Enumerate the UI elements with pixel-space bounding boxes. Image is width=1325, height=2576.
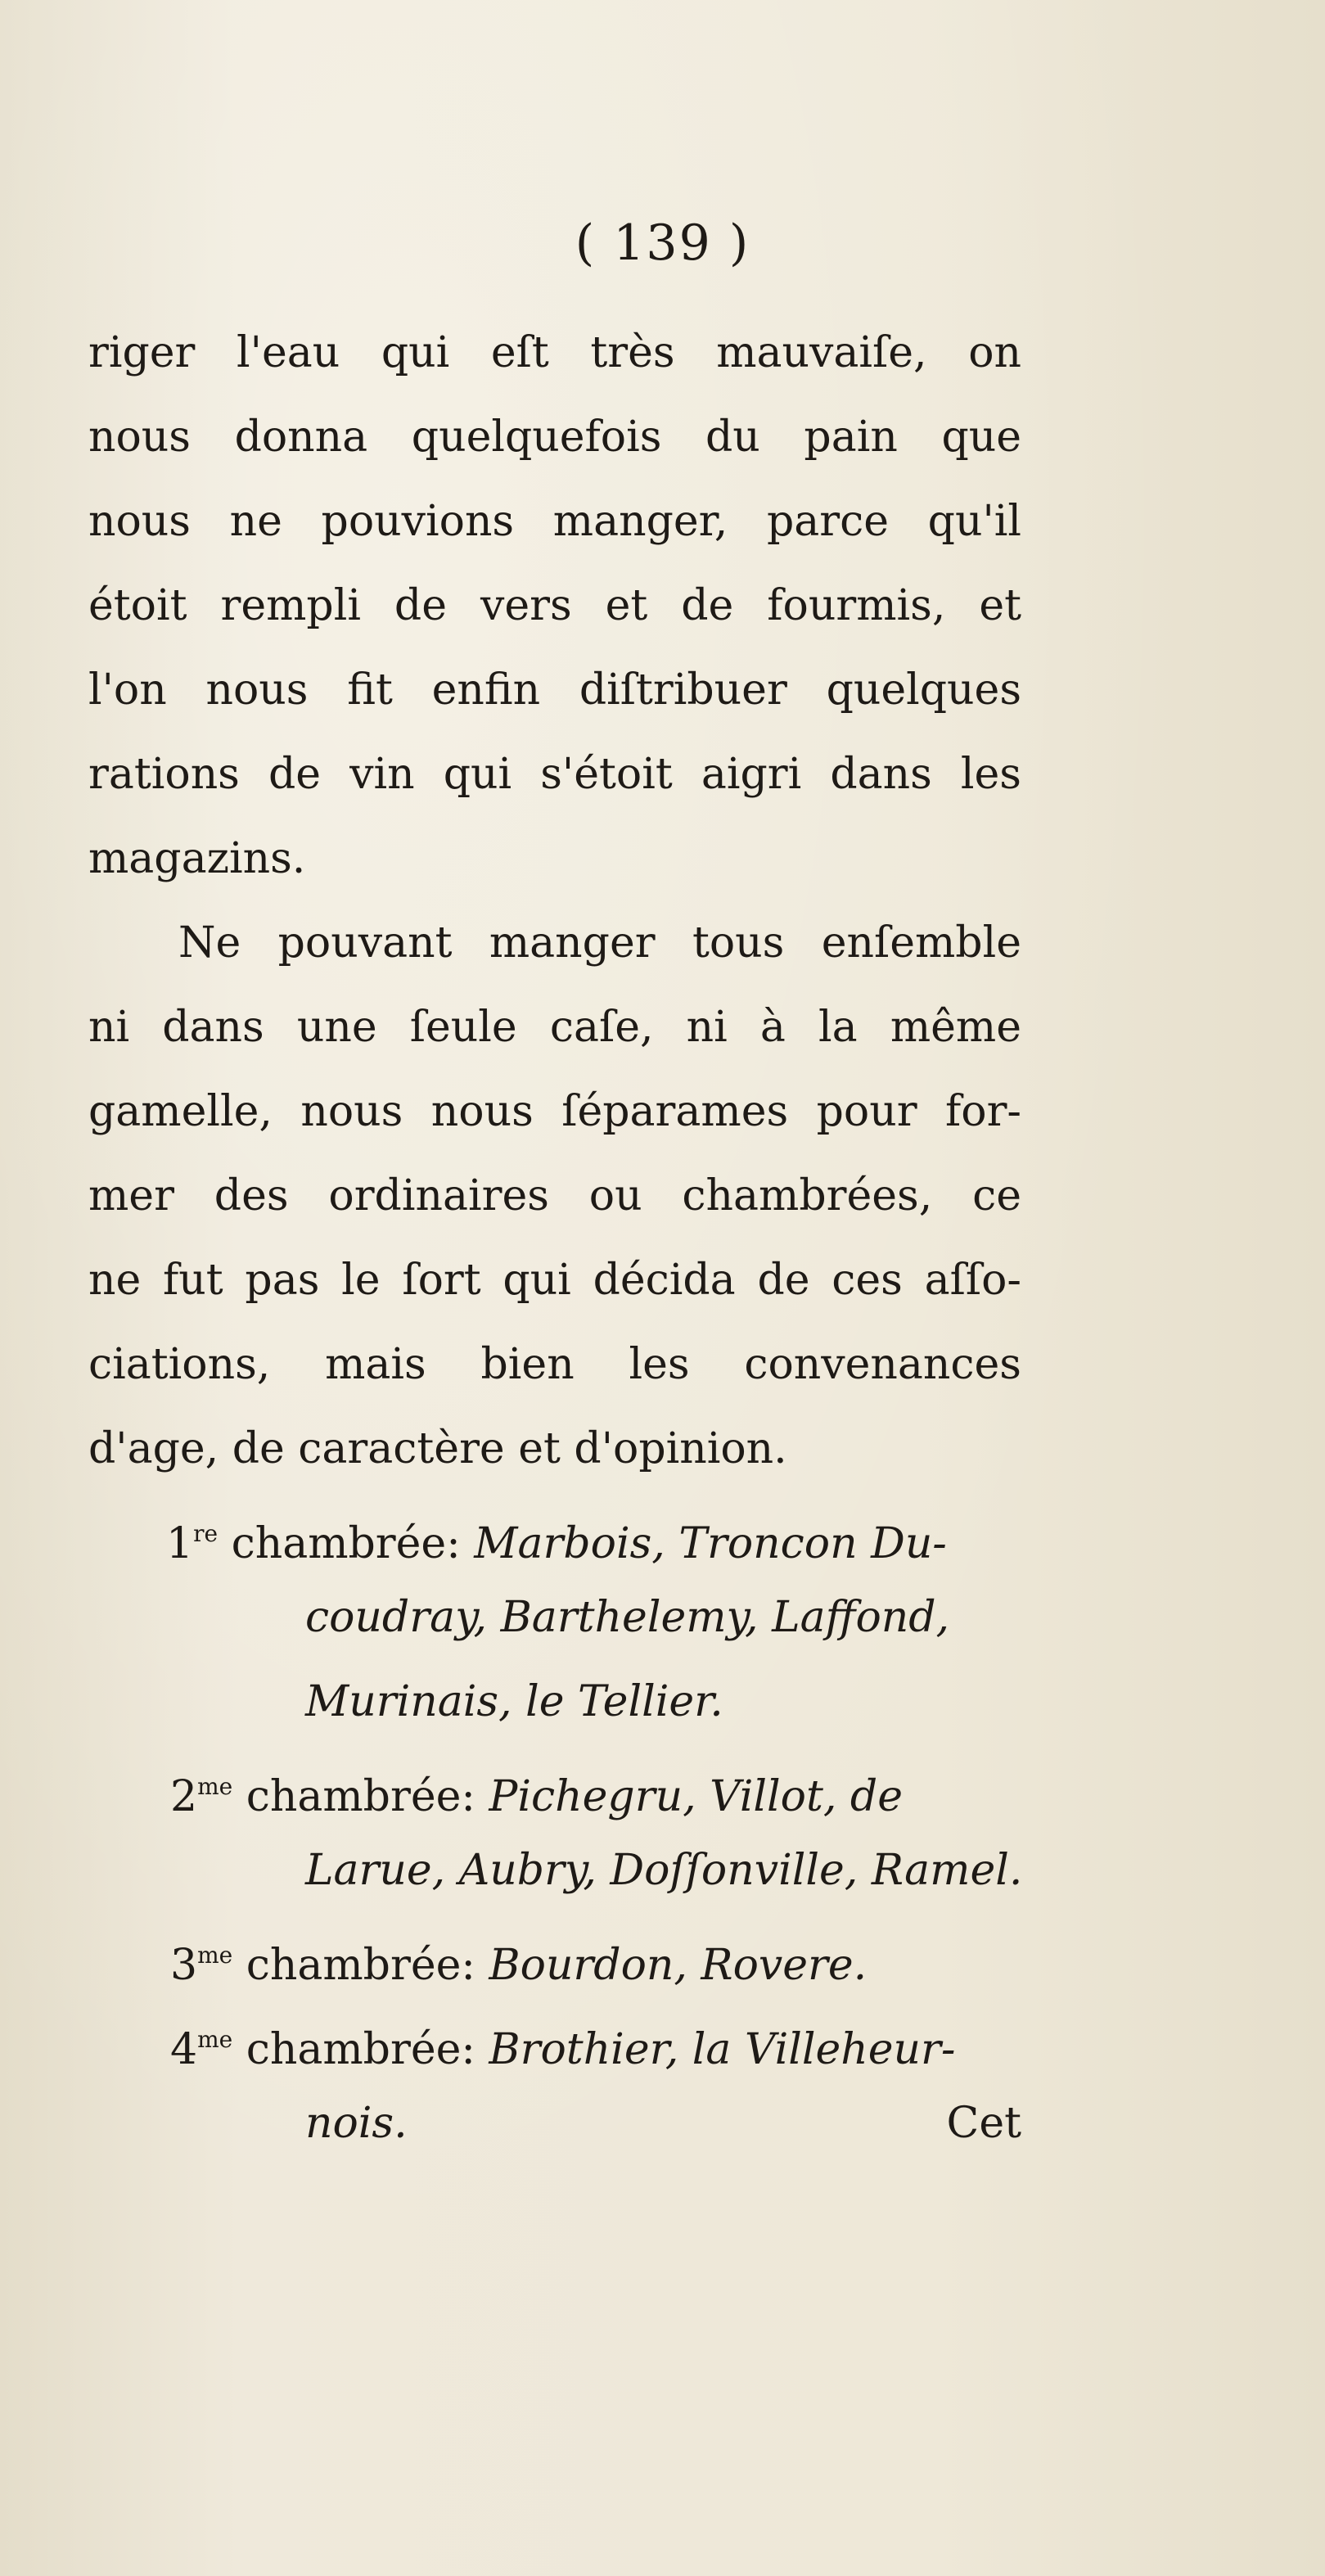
text-line: ni dans une ſeule caſe, ni à la même (88, 1003, 1021, 1052)
text-line: nous ne pouvions manger, parce qu'il (88, 497, 1021, 546)
paragraph-2 (88, 901, 1021, 1491)
roster-entry-1 (88, 1491, 1021, 1576)
text-line: magazins. (88, 834, 306, 883)
entry-label: $2^{me}$ chambrée: (170, 1772, 475, 1821)
entry-label: 1re chambrée: (166, 1519, 461, 1568)
text-line: d'age, de caractère et d'opinion. (88, 1424, 787, 1473)
roster-continuation: Larue, Aubry, Doſſonville, Ramel. (305, 1846, 1023, 1895)
text-line: l'on nous fit enfin diſtribuer quelques (88, 665, 1021, 715)
text-line: Ne pouvant manger tous enſemble (178, 918, 1021, 968)
body-text (88, 311, 1021, 2166)
entry-label: $4^{me}$ chambrée: (170, 2025, 475, 2074)
text-line: étoit rempli de vers et de fourmis, et (88, 581, 1021, 630)
text-line: gamelle, nous nous ſéparames pour for- (88, 1087, 1021, 1136)
roster-entry-4 (88, 1997, 1021, 2082)
roster-continuation: coudray, Barthelemy, Laffond, (305, 1593, 950, 1642)
page-number: ( 139 ) (575, 214, 750, 272)
text-line: mer des ordinaires ou chambrées, ce (88, 1171, 1021, 1220)
catchword: Cet (946, 2099, 1021, 2148)
roster-entry-3 (88, 1913, 1021, 1997)
text-line: rations de vin qui s'étoit aigri dans les (88, 750, 1021, 799)
entry-names: Marbois, Troncon Du- (474, 1519, 947, 1568)
entry-names: Pichegru, Villot, de (489, 1772, 903, 1821)
text-line: riger l'eau qui eſt très mauvaiſe, on (88, 328, 1021, 377)
text-line: ne fut pas le ſort qui décida de ces aſſo- (88, 1256, 1021, 1305)
roster-continuation: Murinais, le Tellier. (305, 1677, 723, 1726)
entry-names: Brothier, la Villeheur- (489, 2025, 956, 2074)
chambree-roster (88, 1491, 1021, 2166)
text-line: nous donna quelquefois du pain que (88, 413, 1021, 462)
paragraph-1 (88, 311, 1021, 901)
entry-label: $3^{me}$ chambrée: (170, 1941, 475, 1990)
entry-names: Bourdon, Rovere. (489, 1941, 868, 1990)
roster-continuation: nois. Cet (88, 2082, 1021, 2166)
roster-entry-2 (88, 1744, 1021, 1829)
text-line: ciations, mais bien les convenances (88, 1340, 1021, 1389)
